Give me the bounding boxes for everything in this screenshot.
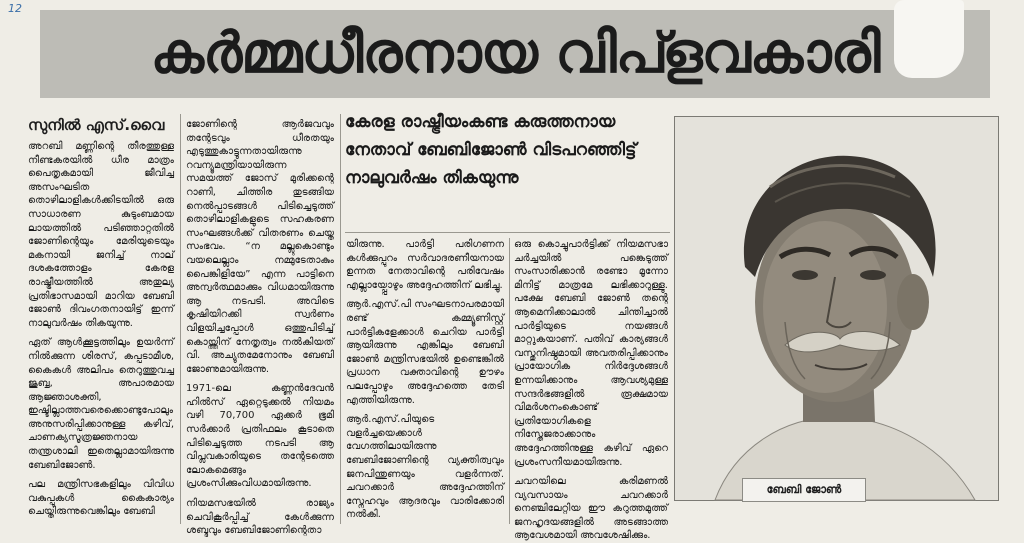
portrait-photo <box>674 116 999 501</box>
paragraph: നിയമസഭയിൽ രാജ്യം ചെവികൂർപ്പിച്ച് കേൾക്കുന്ന ശബ്ദവും ബേബിജോണിന്റെതാ <box>186 498 334 537</box>
deck-box <box>345 108 670 228</box>
article-column-1 <box>28 140 174 524</box>
headline: കർമ്മധീരനായ വിപ്ളവകാരി <box>150 21 880 86</box>
paragraph: ഒരു കൊച്ചുപാർട്ടിക്ക് നിയമസഭാ ചർച്ചയിൽ പങ്കെടുത്ത് സംസാരിക്കാൻ രണ്ടോ മൂന്നോ മിനിട്ട് മാത്രമേ ലഭിക്കാറുള്ളു. പക്ഷേ ബേബി ജോൺ തന്റെ ആമെനിക്കാലാൽ ചിന്തിച്ചാൽ പാർട്ടിയുടെ നയങ്ങൾ മാറ്റുകയാണ്. പതിവ് കാര്യങ്ങൾ വസ്തുനിഷ്ഠമായി അവതരിപ്പിക്കാനും പ്രായോഗിക നിർദ്ദേശങ്ങൾ ഉന്നയിക്കാനും ആവശ്യമുള്ള സന്ദർഭങ്ങളിൽ രൂക്ഷമായ വിമർശനംകൊണ്ട് പ്രതിയോഗികളെ നിസ്തേജരാക്കാനും അദ്ദേഹത്തിനുള്ള കഴിവ് ഏറെ പ്രശംസനീയമായിരുന്നു. <box>514 239 668 468</box>
paragraph: ചവറയിലെ കരിമണൽ വ്യവസായം ചവറക്കാർ നെഞ്ചിലേറ്റിയ ഈ കറുത്തമുത്ത് ജനഹൃദയങ്ങളിൽ അടങ്ങാത്ത ആവേശമായി അവശേഷിക്കും. <box>514 476 668 542</box>
paragraph: യിരുന്നു. പാർട്ടി പരിഗണന കൾക്കുപ്പുറം സർവാദരണീയനായ ഉന്നത നേതാവിന്റെ പരിവേഷം എല്ലായ്പ്പോഴും അദ്ദേഹത്തിന് ലഭിച്ചു. <box>346 239 504 291</box>
paragraph: ആർ.എസ്.പിയുടെ വളർച്ചയെക്കാൾ വേഗത്തിലായിരുന്നു ബേബിജോണിന്റെ വ്യക്തിത്വവും ജനപിന്തുണയും വളർന്നത്. ചവറക്കാർ അദ്ദേഹത്തിന് സ്നേഹവും ആദരവും വാരിക്കോരി നൽകി. <box>346 414 504 521</box>
article-column-4 <box>514 238 668 542</box>
byline: സുനിൽ എസ്.വൈ <box>28 116 165 134</box>
portrait-illustration <box>675 117 998 500</box>
page-number-mark: 12 <box>8 2 22 15</box>
paragraph: പല മന്ത്രിസഭകളിലും വിവിധ വകുപ്പുകൾ കൈകാര്യം ചെയ്തിരുന്നുവെങ്കിലും ബേബി <box>28 479 174 518</box>
article-column-2 <box>186 118 334 537</box>
column-rule <box>180 114 181 524</box>
paragraph: 1971-ലെ കണ്ണൻദേവൻ ഹിൽസ് ഏറ്റെടുക്കൽ നിയമം വഴി 70,700 ഏക്കർ ഭൂമി സർക്കാർ പ്രതിഫലം കൂടാതെ പിടിച്ചെടുത്ത നടപടി ആ വിപ്ലവകാരിയുടെ തന്റേടത്തെ ലോകമെങ്ങും പ്രശംസിക്കുംവിധമായിരുന്നു. <box>186 383 334 490</box>
headline-band <box>40 10 990 98</box>
article-column-3 <box>346 238 504 524</box>
deck-subheadline: കേരള രാഷ്ട്രീയംകണ്ട കരുത്തനായ നേതാവ് ബേബിജോൺ വിടപറഞ്ഞിട്ട് നാലുവർഷം തികയുന്നു <box>345 112 637 188</box>
deck-divider <box>345 232 670 233</box>
photo-caption: ബേബി ജോൺ <box>742 478 866 502</box>
column-rule <box>509 238 510 524</box>
paragraph: ആർ.എസ്.പി സംഘടനാപരമായി രണ്ട് കമ്മ്യൂണിസ്റ്റ് പാർട്ടികളേക്കാൾ ചെറിയ പാർട്ടി ആയിരുന്നു എങ്കിലും ബേബി ജോൺ മന്ത്രിസഭയിൽ ഉണ്ടെങ്കിൽ പ്രധാന വക്താവിന്റെ ഊഴം പലപ്പോഴും അദ്ദേഹത്തെ തേടി എത്തിയിരുന്നു. <box>346 299 504 406</box>
paragraph: ഏത് ആൾക്കൂട്ടത്തിലും ഉയർന്ന് നിൽക്കുന്ന ശിരസ്, കപ്പടാമീശ, കൈകൾ അലിപം തെറുത്തുവച്ച ജുബ്ബ, അപാരമായ ആജ്ഞാശക്തി, ഇഷ്ടില്ലാത്തവരെക്കൊണ്ടുപോലും അനുസരിപ്പിക്കാനുള്ള കഴിവ്, ചാണക്യസൂത്രജ്ഞനായ തന്ത്രശാലി ഇതെല്ലാമായിരുന്നു ബേബിജോൺ. <box>28 337 174 471</box>
torn-paper-corner <box>894 0 964 78</box>
column-rule <box>340 114 341 524</box>
paragraph: അറബി മണ്ണിന്റെ തീരത്തുള്ള നീണ്ടകരയിൽ ധീര മാത്രം പൈതൃകമായി ജീവിച്ച അസംഘടിത തൊഴിലാളികൾക്കിടയിൽ ഒരു സാധാരണ കുടുംബമായ ലായത്തിൽ പടിഞ്ഞാറ്റതിൽ ജോണിന്റെയും മേരിയുടെയും മകനായി ജനിച്ച് നാല് ദശകത്തോളം കേരള രാഷ്ട്രീയത്തിൽ അതുല്യ പ്രതിഭാസമായി മാറിയ ബേബി ജോൺ ദിവംഗതനായിട്ട് ഇന്ന് നാലുവർഷം തികയുന്നു. <box>28 141 174 329</box>
paragraph: ജോണിന്റെ ആർജവവും തന്റേടവും ധീരതയും എടുത്തുകാട്ടുന്നതായിരുന്നു റവന്യൂമന്ത്രിയായിരുന്ന സമയത്ത് ജോസ് മുരിക്കന്റെ റാണി, ചിത്തിര തുടങ്ങിയ നെൽപ്പാടങ്ങൾ പിടിച്ചെടുത്ത് തൊഴിലാളികളുടെ സഹകരണ സംഘങ്ങൾക്ക് വിതരണം ചെയ്ത സംഭവം. “ന മല്ലുകൊണ്ടും വയലെല്ലാം നമ്മുടേതാകും പൈങ്കിളിയേ” എന്ന പാട്ടിനെ അന്വർത്ഥമാക്കും വിധമായിരുന്നു ആ നടപടി. അവിടെ കൃഷിയിറക്കി സ്വർണം വിളയിച്ചപ്പോൾ ഒത്തുപിടിച്ച് കൊയ്ത്തിന് നേതൃത്വം നൽകിയത് വി. അച്യുതമേനോനും ബേബി ജോണുമായിരുന്നു. <box>186 119 334 375</box>
